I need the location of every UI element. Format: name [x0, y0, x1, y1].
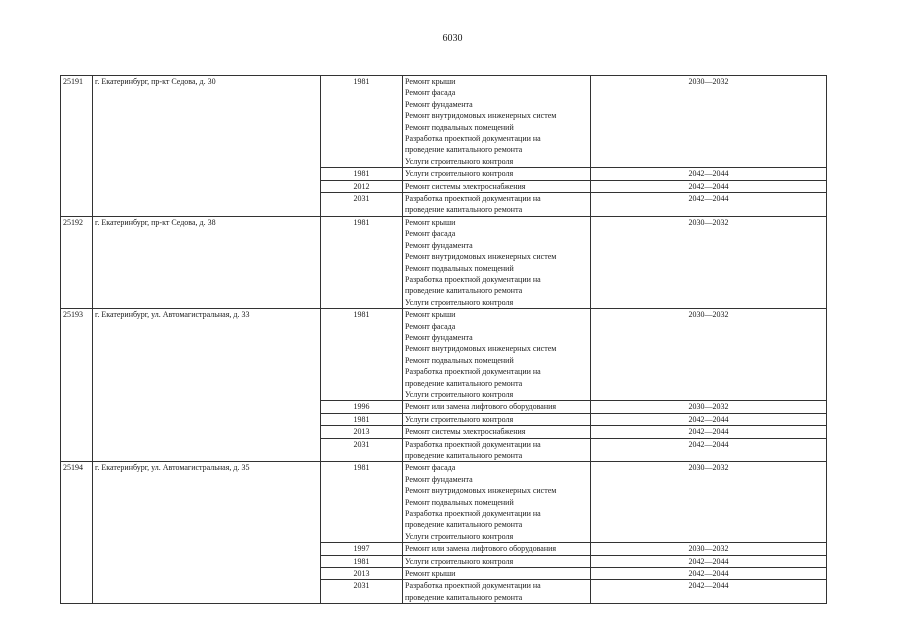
work-line: Ремонт крыши: [405, 569, 456, 579]
work-line: проведение капитального ремонта: [405, 378, 523, 388]
work-line: Ремонт фасада: [405, 463, 456, 473]
year-cell: 1981: [321, 216, 403, 308]
work-type-cell: [403, 193, 591, 217]
period-cell: 2030—2032: [591, 462, 827, 543]
work-type-cell: [403, 543, 591, 555]
table-row: [61, 76, 827, 168]
work-line: проведение капитального ремонта: [405, 451, 523, 460]
page-number: 6030: [442, 33, 463, 44]
work-line: Ремонт фасада: [405, 321, 456, 331]
work-line: Ремонт подвальных помещений: [405, 263, 514, 273]
work-type-cell: [403, 413, 591, 425]
year-cell: 2031: [321, 193, 403, 217]
building-address-cell: г. Екатеринбург, пр-кт Седова, д. 30: [93, 76, 321, 217]
period-cell: 2042—2044: [591, 193, 827, 217]
work-type-cell: [403, 568, 591, 580]
repair-schedule-table: [60, 75, 827, 604]
period-cell: 2030—2032: [591, 76, 827, 168]
work-line: Услуги строительного контроля: [405, 169, 514, 179]
work-line: Разработка проектной документации на: [405, 194, 541, 204]
work-line: Ремонт фундамента: [405, 240, 473, 250]
year-cell: 2031: [321, 580, 403, 604]
work-line: Ремонт внутридомовых инженерных систем: [405, 252, 557, 262]
work-line: Ремонт внутридомовых инженерных систем: [405, 344, 557, 354]
work-line: Ремонт фасада: [405, 88, 456, 98]
period-cell: 2030—2032: [591, 216, 827, 308]
table-body: [61, 76, 827, 604]
work-line: Ремонт внутридомовых инженерных систем: [405, 111, 557, 121]
work-line: проведение капитального ремонта: [405, 592, 523, 602]
work-line: Услуги строительного контроля: [405, 414, 514, 424]
work-line: Ремонт подвальных помещений: [405, 122, 514, 132]
work-line: Ремонт или замена лифтового оборудования: [405, 402, 557, 412]
building-address-cell: г. Екатеринбург, пр-кт Седова, д. 38: [93, 216, 321, 308]
period-cell: 2042—2044: [591, 438, 827, 462]
work-type-cell: [403, 438, 591, 462]
work-line: Ремонт системы электроснабжения: [405, 427, 526, 437]
work-line: Услуги строительного контроля: [405, 556, 514, 566]
work-line: Разработка проектной документации на: [405, 367, 541, 377]
building-id-cell: 25191: [61, 76, 93, 217]
building-id-cell: 25193: [61, 309, 93, 462]
building-address-cell: г. Екатеринбург, ул. Автомагистральная, д. 35: [93, 462, 321, 604]
work-line: Ремонт крыши: [405, 217, 456, 227]
work-type-cell: [403, 76, 591, 168]
work-line: Ремонт системы электроснабжения: [405, 181, 526, 191]
work-line: Ремонт крыши: [405, 310, 456, 320]
year-cell: 1981: [321, 462, 403, 543]
work-line: Разработка проектной документации на: [405, 134, 541, 144]
period-cell: 2030—2032: [591, 309, 827, 401]
work-line: проведение капитального ремонта: [405, 205, 523, 215]
work-type-cell: [403, 426, 591, 438]
work-type-cell: [403, 168, 591, 180]
work-line: проведение капитального ремонта: [405, 145, 523, 155]
work-line: проведение капитального ремонта: [405, 520, 523, 530]
work-line: Ремонт подвальных помещений: [405, 355, 514, 365]
year-cell: 1997: [321, 543, 403, 555]
work-type-cell: [403, 555, 591, 567]
year-cell: 1981: [321, 76, 403, 168]
work-line: Услуги строительного контроля: [405, 389, 514, 399]
work-type-cell: [403, 401, 591, 413]
work-type-cell: [403, 309, 591, 401]
period-cell: 2042—2044: [591, 555, 827, 567]
table-row: [61, 216, 827, 308]
period-cell: 2042—2044: [591, 426, 827, 438]
table-row: [61, 309, 827, 401]
work-line: Ремонт фундамента: [405, 332, 473, 342]
work-line: Ремонт фундамента: [405, 474, 473, 484]
work-type-cell: [403, 580, 591, 604]
year-cell: 1996: [321, 401, 403, 413]
year-cell: 2031: [321, 438, 403, 462]
period-cell: 2042—2044: [591, 568, 827, 580]
work-type-cell: [403, 180, 591, 192]
period-cell: 2030—2032: [591, 543, 827, 555]
year-cell: 1981: [321, 555, 403, 567]
work-line: Разработка проектной документации на: [405, 509, 541, 519]
year-cell: 1981: [321, 309, 403, 401]
period-cell: 2030—2032: [591, 401, 827, 413]
year-cell: 1981: [321, 413, 403, 425]
table-row: [61, 462, 827, 543]
year-cell: 2013: [321, 568, 403, 580]
period-cell: 2042—2044: [591, 180, 827, 192]
work-line: Разработка проектной документации на: [405, 581, 541, 591]
work-line: Услуги строительного контроля: [405, 531, 514, 541]
building-address-cell: г. Екатеринбург, ул. Автомагистральная, д. 33: [93, 309, 321, 462]
work-line: Разработка проектной документации на: [405, 274, 541, 284]
work-line: Ремонт фасада: [405, 229, 456, 239]
work-line: Услуги строительного контроля: [405, 156, 514, 166]
work-type-cell: [403, 216, 591, 308]
work-line: Ремонт или замена лифтового оборудования: [405, 544, 557, 554]
period-cell: 2042—2044: [591, 580, 827, 604]
year-cell: 2012: [321, 180, 403, 192]
work-line: Ремонт фундамента: [405, 99, 473, 109]
work-line: Услуги строительного контроля: [405, 297, 514, 307]
work-line: Ремонт крыши: [405, 77, 456, 86]
work-line: Ремонт внутридомовых инженерных систем: [405, 486, 557, 496]
building-id-cell: 25194: [61, 462, 93, 604]
work-line: Ремонт подвальных помещений: [405, 497, 514, 507]
year-cell: 1981: [321, 168, 403, 180]
building-id-cell: 25192: [61, 216, 93, 308]
work-type-cell: [403, 462, 591, 543]
period-cell: 2042—2044: [591, 413, 827, 425]
period-cell: 2042—2044: [591, 168, 827, 180]
work-line: Разработка проектной документации на: [405, 439, 541, 449]
year-cell: 2013: [321, 426, 403, 438]
work-line: проведение капитального ремонта: [405, 286, 523, 296]
